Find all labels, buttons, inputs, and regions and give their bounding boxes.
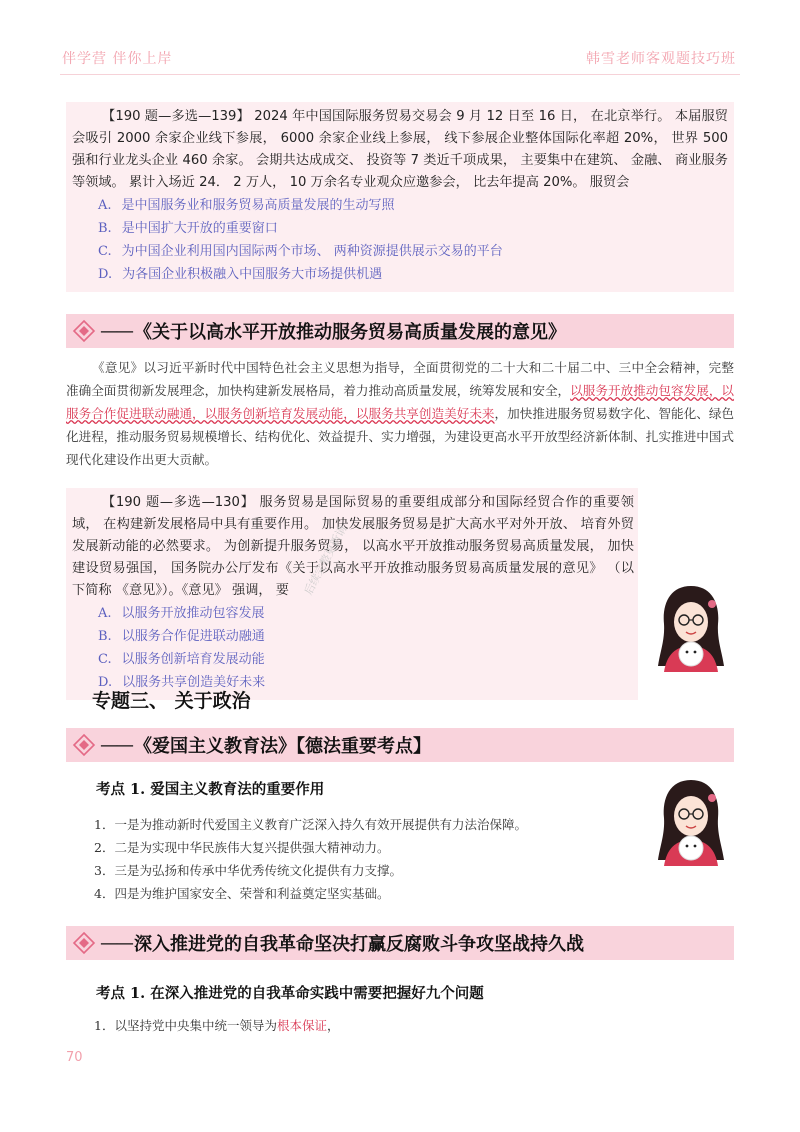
opinion-paragraph (66, 356, 734, 471)
header-right-course: 韩雪老师客观题技巧班 (586, 51, 736, 67)
option-letter: D. (98, 267, 113, 282)
list-item: 1．一是为推动新时代爱国主义教育广泛深入持久有效开展提供有力法治保障。 (94, 817, 527, 832)
section-banner-self-revolution (66, 926, 734, 960)
page-number: 70 (66, 1050, 83, 1065)
option-text: 以服务创新培育发展动能 (121, 652, 265, 667)
highlighted-keyword: 根本保证 (276, 1018, 327, 1033)
option-letter: C. (98, 244, 112, 259)
question-2-option-c[interactable] (72, 648, 634, 671)
key-point-list (94, 1014, 340, 1037)
option-text: 以服务合作促进联动融通 (121, 629, 265, 644)
question-1-option-d[interactable] (72, 263, 728, 286)
question-2-option-b[interactable] (72, 625, 634, 648)
option-text: 以服务共享创造美好未来 (122, 675, 266, 690)
question-1-option-c[interactable] (72, 240, 728, 263)
section-banner-patriotism-law (66, 728, 734, 762)
section-banner-opinion (66, 314, 734, 348)
teacher-avatar-illustration (650, 580, 732, 672)
question-2-text: 【190 题—多选—130】 服务贸易是国际贸易的重要组成部分和国际经贸合作的重要领域， 在构建新发展格局中具有重要作用。 加快发展服务贸易是扩大高水平对外开放、 培育外贸发展新动能的必然要求。 为创新提升服务贸易， 以高水平开放推动服务贸易高质量发展， 加快建设贸易强国， 国务院办公厅发布《关于以高水平开放推动服务贸易高质量发展的意见》 （以下简称 《意见》）。《意见》 强调， 要 (72, 495, 634, 598)
question-1-option-b[interactable] (72, 217, 728, 240)
key-point-list (94, 813, 527, 905)
list-item: 3．三是为弘扬和传承中华优秀传统文化提供有力支撑。 (94, 863, 402, 878)
section-heading-politics: 专题三、 关于政治 (92, 690, 251, 712)
diamond-ornament-icon (72, 733, 96, 757)
option-text: 为中国企业利用国内国际两个市场、 两种资源提供展示交易的平台 (121, 244, 503, 259)
option-text: 是中国扩大开放的重要窗口 (121, 221, 278, 236)
option-letter: C. (98, 652, 112, 667)
key-point-title: 考点 1. 爱国主义教育法的重要作用 (96, 781, 325, 798)
header-left-slogan: 伴学营 伴你上岸 (62, 51, 173, 67)
highlighted-phrase: 以服务开放推动包容发展，以服务合作促进联动融通，以服务创新培育发展动能，以服务共享创造美好未来 (66, 383, 735, 421)
option-letter: A. (98, 198, 112, 213)
question-box-1 (66, 102, 734, 292)
option-letter: B. (98, 629, 112, 644)
question-box-2 (66, 488, 638, 700)
banner-title: 《爱国主义教育法》【德法重要考点】 (134, 736, 431, 757)
list-item-text: ， (326, 1018, 340, 1033)
header-divider (60, 74, 740, 75)
option-letter: D. (98, 675, 113, 690)
watermark-text: 后续完整更新请 (301, 522, 350, 598)
teacher-avatar-illustration (650, 774, 732, 866)
banner-dash: —— (100, 320, 132, 342)
banner-dash: —— (100, 932, 132, 954)
banner-title: 《关于以高水平开放推动服务贸易高质量发展的意见》 (134, 322, 566, 343)
list-item (94, 1014, 340, 1037)
option-text: 为各国企业积极融入中国服务大市场提供机遇 (122, 267, 383, 282)
key-point-title: 考点 1. 在深入推进党的自我革命实践中需要把握好九个问题 (96, 985, 484, 1002)
list-item-text: 1．以坚持党中央集中统一领导为 (94, 1018, 277, 1033)
option-letter: A. (98, 606, 112, 621)
option-text: 以服务开放推动包容发展 (121, 606, 265, 621)
diamond-ornament-icon (72, 319, 96, 343)
diamond-ornament-icon (72, 931, 96, 955)
banner-title: 深入推进党的自我革命坚决打赢反腐败斗争攻坚战持久战 (134, 934, 584, 955)
option-text: 是中国服务业和服务贸易高质量发展的生动写照 (121, 198, 395, 213)
option-letter: B. (98, 221, 112, 236)
question-2-option-a[interactable] (72, 602, 634, 625)
paragraph-text: ，加快推进服务贸易数字化、智能化、绿色化进程，推动服务贸易规模增长、结构优化、效益提升、实力增强，为建设更高水平开放型经济新体制、扎实推进中国式现代化建设作出更大贡献。 (66, 406, 735, 467)
list-item: 4．四是为维护国家安全、荣誉和利益奠定坚实基础。 (94, 886, 390, 901)
banner-dash: —— (100, 734, 132, 756)
paragraph-text: 《意见》以习近平新时代中国特色社会主义思想为指导，全面贯彻党的二十大和二十届二中、三中全会精神，完整准确全面贯彻新发展理念，加快构建新发展格局，着力推动高质量发展，统筹发展和安全， (66, 360, 734, 398)
list-item: 2．二是为实现中华民族伟大复兴提供强大精神动力。 (94, 840, 390, 855)
question-1-text: 【190 题—多选—139】 2024 年中国国际服务贸易交易会 9 月 12 日至 16 日， 在北京举行。 本届服贸会吸引 2000 余家企业线下参展， 6000 余家企业线上参展， 线下参展企业整体国际化率超 20%， 世界 500 强和行业龙头企业 460 余家。 会期共达成成交、 投资等 7 类近千项成果， 主要集中在建筑、 金融、 商业服务等领域。 累计入场近 24． 2 万人， 10 万余名专业观众应邀参会， 比去年提高 20%。 服贸会 (72, 109, 728, 190)
question-1-option-a[interactable] (72, 194, 728, 217)
